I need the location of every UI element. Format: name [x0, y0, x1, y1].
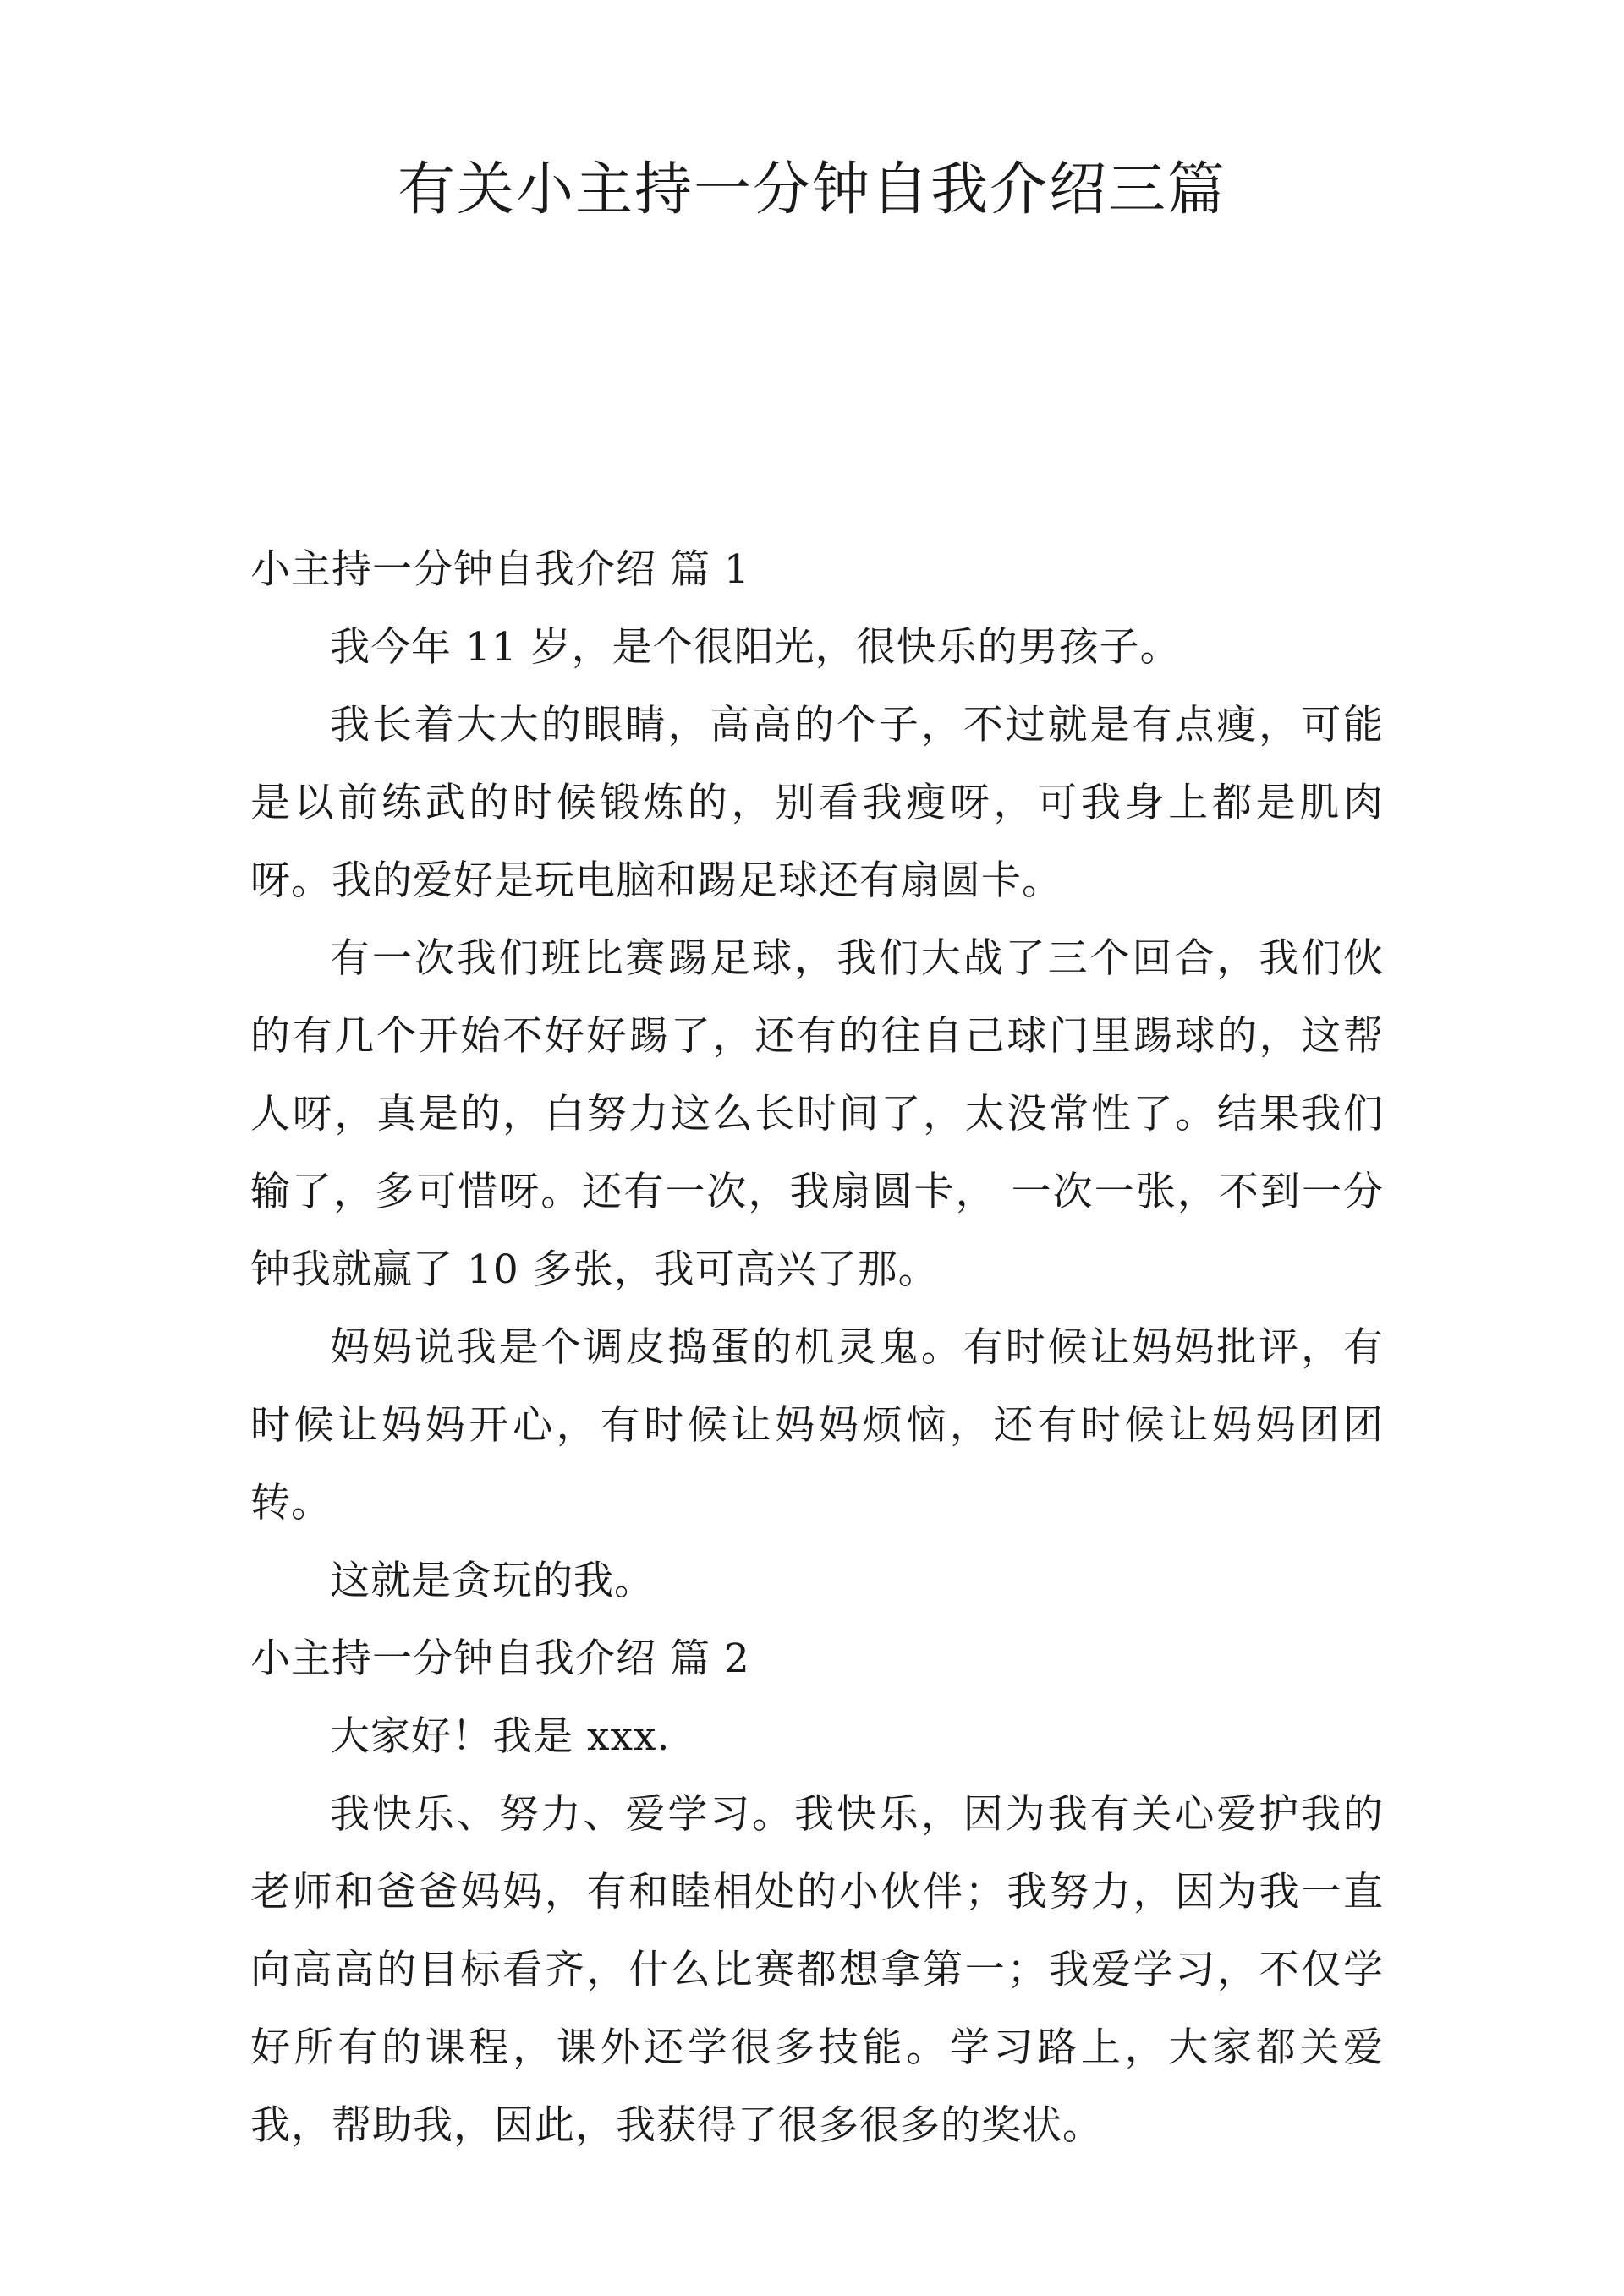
- section-1: [250, 531, 1384, 1620]
- section-heading: 小主持一分钟自我介绍 篇 2: [250, 1636, 750, 1682]
- paragraph: 我快乐、努力、爱学习。我快乐，因为我有关心爱护我的老师和爸爸妈妈，有和睦相处的小伙伴；我努力，因为我一直向高高的目标看齐，什么比赛都想拿第一；我爱学习，不仅学好所有的课程，课外还学很多技能。学习路上，大家都关爱我，帮助我，因此，我获得了很多很多的奖状。: [250, 1791, 1384, 2149]
- paragraph: 我今年 11 岁，是个很阳光，很快乐的男孩子。: [330, 624, 1181, 671]
- document-title: 有关小主持一分钟自我介绍三篇: [397, 156, 1226, 223]
- paragraph: 大家好！我是 xxx.: [330, 1713, 671, 1760]
- paragraph: 有一次我们班比赛踢足球，我们大战了三个回合，我们伙的有几个开始不好好踢了，还有的往自己球门里踢球的，这帮人呀，真是的，白努力这么长时间了，太没常性了。结果我们输了，多可惜呀。还有一次，我扇圆卡， 一次一张，不到一分钟我就赢了 10 多张，我可高兴了那。: [250, 935, 1384, 1293]
- section-2: [250, 1620, 1384, 2165]
- paragraph: 这就是贪玩的我。: [330, 1558, 655, 1604]
- paragraph: 妈妈说我是个调皮捣蛋的机灵鬼。有时候让妈妈批评，有时候让妈妈开心，有时候让妈妈烦恼，还有时候让妈妈团团转。: [250, 1324, 1384, 1526]
- paragraph: 我长着大大的眼睛，高高的个子，不过就是有点瘦，可能是以前练武的时候锻炼的，别看我瘦呀，可我身上都是肌肉呀。我的爱好是玩电脑和踢足球还有扇圆卡。: [250, 702, 1384, 904]
- document-body: [250, 531, 1384, 2165]
- section-heading: 小主持一分钟自我介绍 篇 1: [250, 546, 750, 593]
